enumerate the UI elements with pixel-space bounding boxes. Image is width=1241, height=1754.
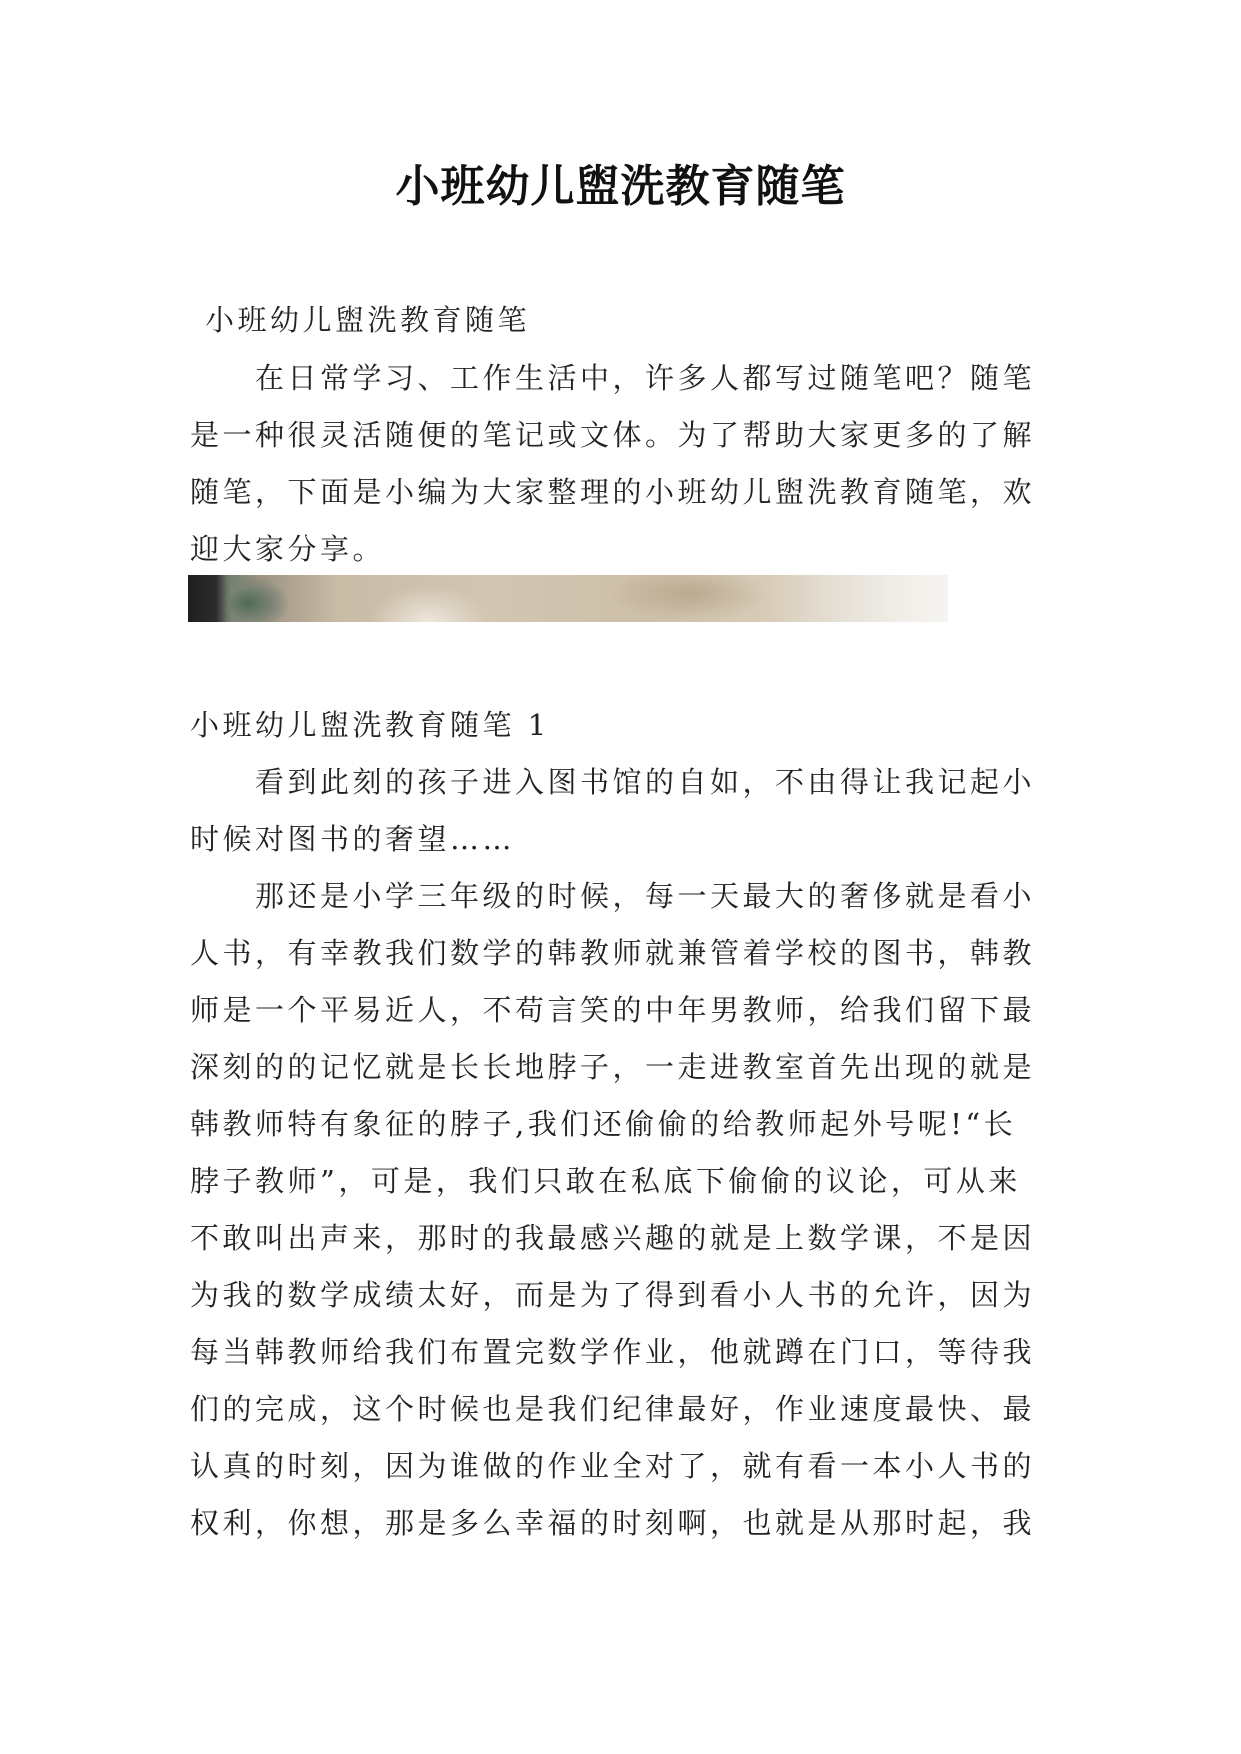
- document-title: 小班幼儿盥洗教育随笔: [395, 161, 846, 212]
- body-line: 时候对图书的奢望……: [190, 822, 516, 856]
- body-line: 每当韩教师给我们布置完数学作业，他就蹲在门口，等待我: [190, 1335, 1036, 1369]
- intro-line: 是一种很灵活随便的笔记或文体。为了帮助大家更多的了解: [190, 418, 1036, 452]
- body-line: 脖子教师”，可是，我们只敢在私底下偷偷的议论，可从来: [190, 1164, 1021, 1198]
- document-subtitle: 小班幼儿盥洗教育随笔: [205, 303, 531, 337]
- intro-line: 在日常学习、工作生活中，许多人都写过随笔吧？随笔: [190, 361, 1036, 395]
- body-line: 看到此刻的孩子进入图书馆的自如，不由得让我记起小: [190, 765, 1036, 799]
- body-line: 认真的时刻，因为谁做的作业全对了，就有看一本小人书的: [190, 1449, 1036, 1483]
- illustration-image: [188, 575, 948, 622]
- body-line: 韩教师特有象征的脖子,我们还偷偷的给教师起外号呢!“长: [190, 1107, 1017, 1141]
- body-line: 深刻的的记忆就是长长地脖子，一走进教室首先出现的就是: [190, 1050, 1036, 1084]
- body-line: 师是一个平易近人，不苟言笑的中年男教师，给我们留下最: [190, 993, 1036, 1027]
- intro-line: 随笔，下面是小编为大家整理的小班幼儿盥洗教育随笔，欢: [190, 475, 1036, 509]
- body-line: 不敢叫出声来，那时的我最感兴趣的就是上数学课，不是因: [190, 1221, 1036, 1255]
- body-line: 人书，有幸教我们数学的韩教师就兼管着学校的图书，韩教: [190, 936, 1036, 970]
- body-line: 为我的数学成绩太好，而是为了得到看小人书的允许，因为: [190, 1278, 1036, 1312]
- body-line: 们的完成，这个时候也是我们纪律最好，作业速度最快、最: [190, 1392, 1036, 1426]
- body-line: 那还是小学三年级的时候，每一天最大的奢侈就是看小: [190, 879, 1036, 913]
- section-heading: 小班幼儿盥洗教育随笔 1: [190, 708, 550, 742]
- intro-line: 迎大家分享。: [190, 532, 386, 566]
- body-line: 权利，你想，那是多么幸福的时刻啊，也就是从那时起，我: [190, 1506, 1036, 1540]
